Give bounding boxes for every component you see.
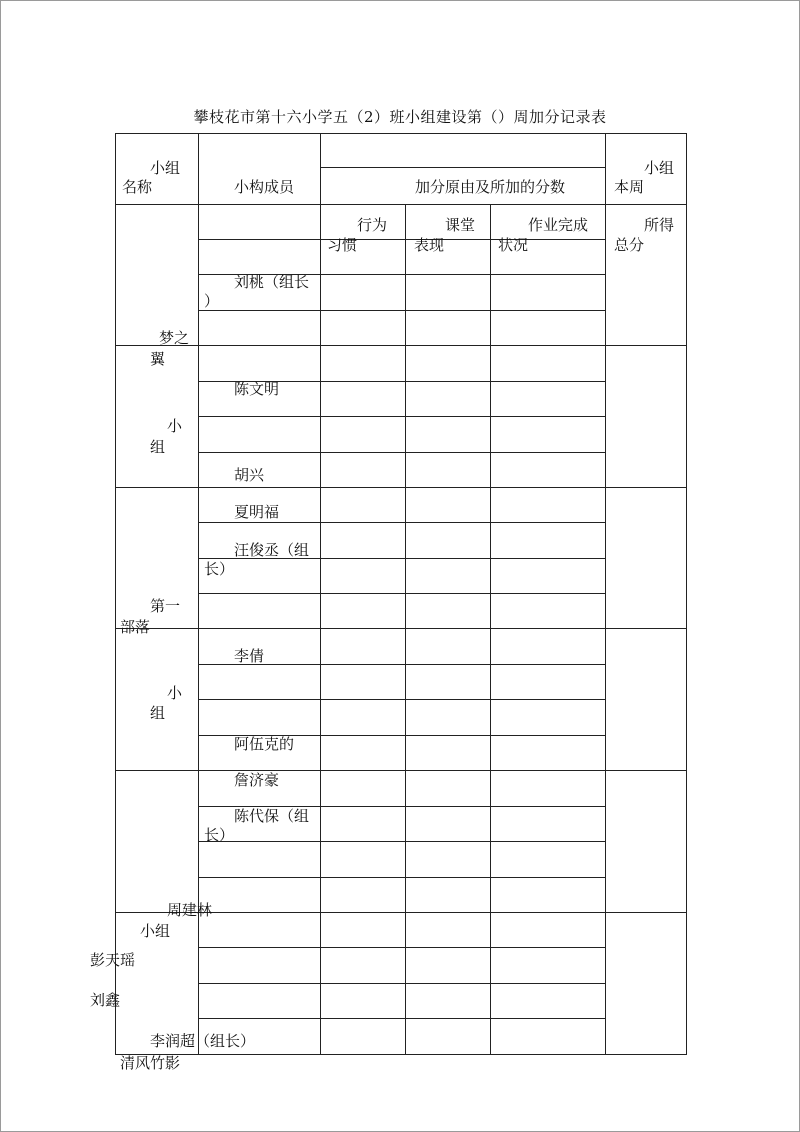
col-total-label-2: 总分 <box>614 236 645 254</box>
header-group-label-1: 小组 <box>150 159 181 177</box>
group-3-name-part: 小组 <box>140 922 171 940</box>
header-group-label-2: 名称 <box>122 178 153 196</box>
group-3-member: 詹济豪 <box>234 771 280 789</box>
group-2-name-part: 第一 <box>150 597 181 615</box>
group-3-member: 周建林 <box>167 901 213 919</box>
group-2-member: 汪俊丞（组 <box>234 541 310 559</box>
group-2-member: 阿伍克的 <box>234 735 295 753</box>
group-2-member: 夏明福 <box>234 503 280 521</box>
col-homework-label-1: 作业完成 <box>528 216 589 234</box>
group-3-member: 刘鑫 <box>90 991 121 1009</box>
col-behavior-label-2: 习惯 <box>327 236 358 254</box>
group-1-name-part: 组 <box>150 438 166 456</box>
header-members-label: 小构成员 <box>234 178 295 196</box>
col-behavior-label-1: 行为 <box>357 216 388 234</box>
col-total-label-1: 所得 <box>644 216 675 234</box>
group-1-member: 陈文明 <box>234 380 280 398</box>
group-2-name-part: 部落 <box>120 618 151 636</box>
header-reason-label: 加分原由及所加的分数 <box>415 178 566 196</box>
group-1-member: 胡兴 <box>234 466 265 484</box>
group-3-member: 彭天瑶 <box>90 951 136 969</box>
group-1-name-part: 小 <box>167 417 183 435</box>
col-class-label-2: 表现 <box>414 236 445 254</box>
group-2-name-part: 小 <box>167 684 183 702</box>
header-weekly-label-2: 本周 <box>614 178 645 196</box>
group-2-member: 长） <box>204 560 235 578</box>
group-1-member: ） <box>204 292 220 310</box>
col-homework-label-2: 状况 <box>498 236 529 254</box>
group-3-member: 陈代保（组 <box>234 807 310 825</box>
header-weekly-label-1: 小组 <box>644 159 675 177</box>
page-title: 攀枝花市第十六小学五（2）班小组建设第（）周加分记录表 <box>193 108 607 126</box>
group-1-member: 刘桃（组长 <box>234 273 310 291</box>
group-2-name-part: 组 <box>150 704 166 722</box>
group-2-member: 李倩 <box>234 647 265 665</box>
group-3-member: 长） <box>204 826 235 844</box>
footer-group-name: 清风竹影 <box>120 1054 181 1072</box>
group-1-name-part: 翼 <box>150 350 166 368</box>
col-class-label-1: 课堂 <box>445 216 476 234</box>
group-1-name-part: 梦之 <box>159 329 190 347</box>
group-3-member: 李润超（组长） <box>150 1032 256 1050</box>
